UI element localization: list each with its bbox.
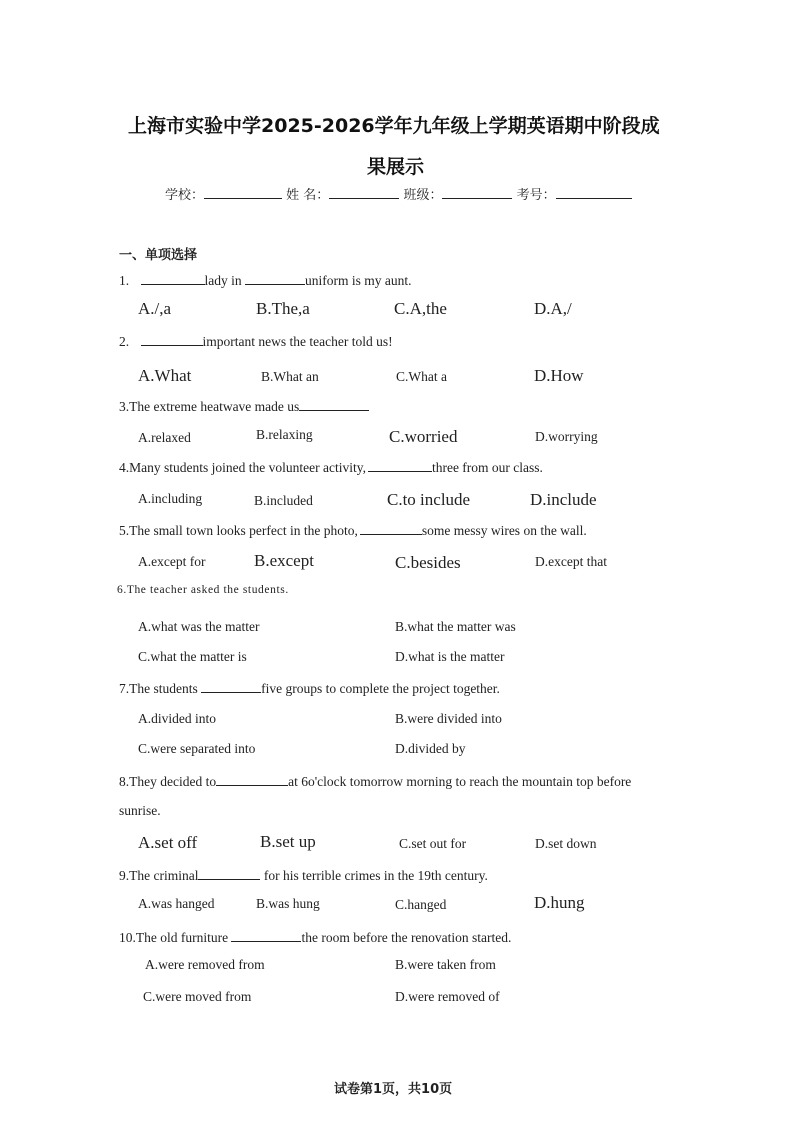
question-text: the room before the renovation started.	[301, 930, 512, 945]
question-number: 5.	[119, 523, 130, 538]
section-title: 一、单项选择	[119, 248, 198, 263]
option-a[interactable]: A.divided into	[138, 711, 216, 726]
answer-blank[interactable]	[299, 398, 369, 411]
option-a[interactable]: A.What	[138, 366, 192, 385]
option-c[interactable]: C.set out for	[399, 836, 467, 851]
question-number: 1.	[119, 273, 130, 288]
question-text: The students	[129, 681, 198, 696]
page-title-line2: 果展示	[367, 156, 425, 178]
question-text: at 6o'clock tomorrow morning to reach the mountain top before	[288, 774, 632, 789]
student-info-row	[165, 184, 632, 203]
option-b[interactable]: B.were taken from	[395, 957, 496, 972]
question-text: Many students joined the volunteer activity,	[129, 460, 366, 475]
option-a[interactable]: A.relaxed	[138, 430, 191, 445]
question-number: 9.	[119, 868, 130, 883]
option-d[interactable]: D.A,/	[534, 299, 572, 318]
page-title-line1: 上海市实验中学2025-2026学年九年级上学期英语期中阶段成	[128, 115, 660, 137]
question-number: 10.	[119, 930, 136, 945]
option-c[interactable]: C.worried	[389, 427, 458, 446]
option-d[interactable]: D.were removed of	[395, 989, 500, 1004]
option-b[interactable]: B.except	[254, 551, 314, 570]
option-d[interactable]: D.divided by	[395, 741, 466, 756]
question-number: 7.	[119, 681, 130, 696]
option-b[interactable]: B.set up	[260, 832, 316, 851]
question-4	[119, 459, 543, 476]
option-a[interactable]: A.were removed from	[145, 957, 265, 972]
question-text: The criminal	[129, 868, 199, 883]
answer-blank[interactable]	[245, 272, 305, 285]
question-text: for his terrible crimes in the 19th century.	[263, 868, 488, 883]
option-d[interactable]: D.set down	[535, 836, 597, 851]
option-c[interactable]: C.were separated into	[138, 741, 256, 756]
option-d[interactable]: D.hung	[534, 893, 585, 912]
question-text: uniform is my aunt.	[305, 273, 412, 288]
option-c[interactable]: C.were moved from	[143, 989, 252, 1004]
question-text: The teacher asked the students.	[126, 584, 289, 596]
answer-blank[interactable]	[360, 522, 422, 535]
option-c[interactable]: C.besides	[395, 553, 461, 572]
answer-blank[interactable]	[198, 867, 260, 880]
answer-blank[interactable]	[216, 773, 288, 786]
question-7	[119, 680, 500, 697]
question-number: 3.	[119, 399, 130, 414]
question-text: They decided to	[129, 774, 217, 789]
question-5	[119, 522, 587, 539]
answer-blank[interactable]	[141, 333, 203, 346]
question-3	[119, 398, 369, 415]
question-number: 6.	[117, 584, 127, 596]
answer-blank[interactable]	[231, 929, 301, 942]
question-1	[119, 272, 412, 289]
option-a[interactable]: A.except for	[138, 554, 206, 569]
question-6	[117, 584, 289, 596]
option-b[interactable]: B.was hung	[256, 896, 320, 911]
option-d[interactable]: D.include	[530, 490, 597, 509]
option-a[interactable]: A.including	[138, 491, 203, 506]
question-10	[119, 929, 511, 946]
answer-blank[interactable]	[201, 680, 261, 693]
option-a[interactable]: A.what was the matter	[138, 619, 260, 634]
option-b[interactable]: B.The,a	[256, 299, 310, 318]
option-d[interactable]: D.worrying	[535, 429, 598, 444]
question-text: The old furniture	[135, 930, 229, 945]
page-footer: 试卷第1页，共10页	[334, 1082, 453, 1097]
option-c[interactable]: C.A,the	[394, 299, 447, 318]
question-text: three from our class.	[431, 460, 543, 475]
option-d[interactable]: D.what is the matter	[395, 649, 505, 664]
class-label: 班级：	[403, 188, 443, 203]
question-text: some messy wires on the wall.	[421, 523, 587, 538]
name-field[interactable]	[329, 187, 399, 199]
option-b[interactable]: B.What an	[261, 369, 319, 384]
question-9	[119, 867, 488, 884]
question-text: five groups to complete the project together.	[261, 681, 500, 696]
option-b[interactable]: B.relaxing	[256, 427, 313, 442]
option-c[interactable]: C.what the matter is	[138, 649, 247, 664]
question-text: The small town looks perfect in the photo,	[129, 523, 358, 538]
name-label: 姓 名：	[286, 188, 330, 203]
question-number: 2.	[119, 334, 130, 349]
question-text: The extreme heatwave made us	[129, 399, 300, 414]
option-d[interactable]: D.except that	[535, 554, 607, 569]
option-b[interactable]: B.what the matter was	[395, 619, 516, 634]
question-8	[119, 773, 631, 790]
option-a[interactable]: A./,a	[138, 299, 172, 318]
option-c[interactable]: C.hanged	[395, 897, 447, 912]
question-number: 4.	[119, 460, 130, 475]
option-c[interactable]: C.to include	[387, 490, 471, 509]
option-b[interactable]: B.were divided into	[395, 711, 502, 726]
question-8-continued: sunrise.	[119, 803, 161, 818]
answer-blank[interactable]	[368, 459, 432, 472]
question-text: lady in	[204, 273, 242, 288]
class-field[interactable]	[442, 187, 512, 199]
option-d[interactable]: D.How	[534, 366, 584, 385]
number-field[interactable]	[556, 187, 632, 199]
question-number: 8.	[119, 774, 130, 789]
question-text: important news the teacher told us!	[202, 334, 393, 349]
option-a[interactable]: A.was hanged	[138, 896, 215, 911]
option-a[interactable]: A.set off	[138, 833, 198, 852]
option-c[interactable]: C.What a	[396, 369, 447, 384]
school-field[interactable]	[204, 187, 282, 199]
number-label: 考号：	[516, 188, 556, 203]
question-2	[119, 333, 393, 350]
school-label: 学校：	[165, 188, 205, 203]
answer-blank[interactable]	[141, 272, 205, 285]
option-b[interactable]: B.included	[254, 493, 313, 508]
